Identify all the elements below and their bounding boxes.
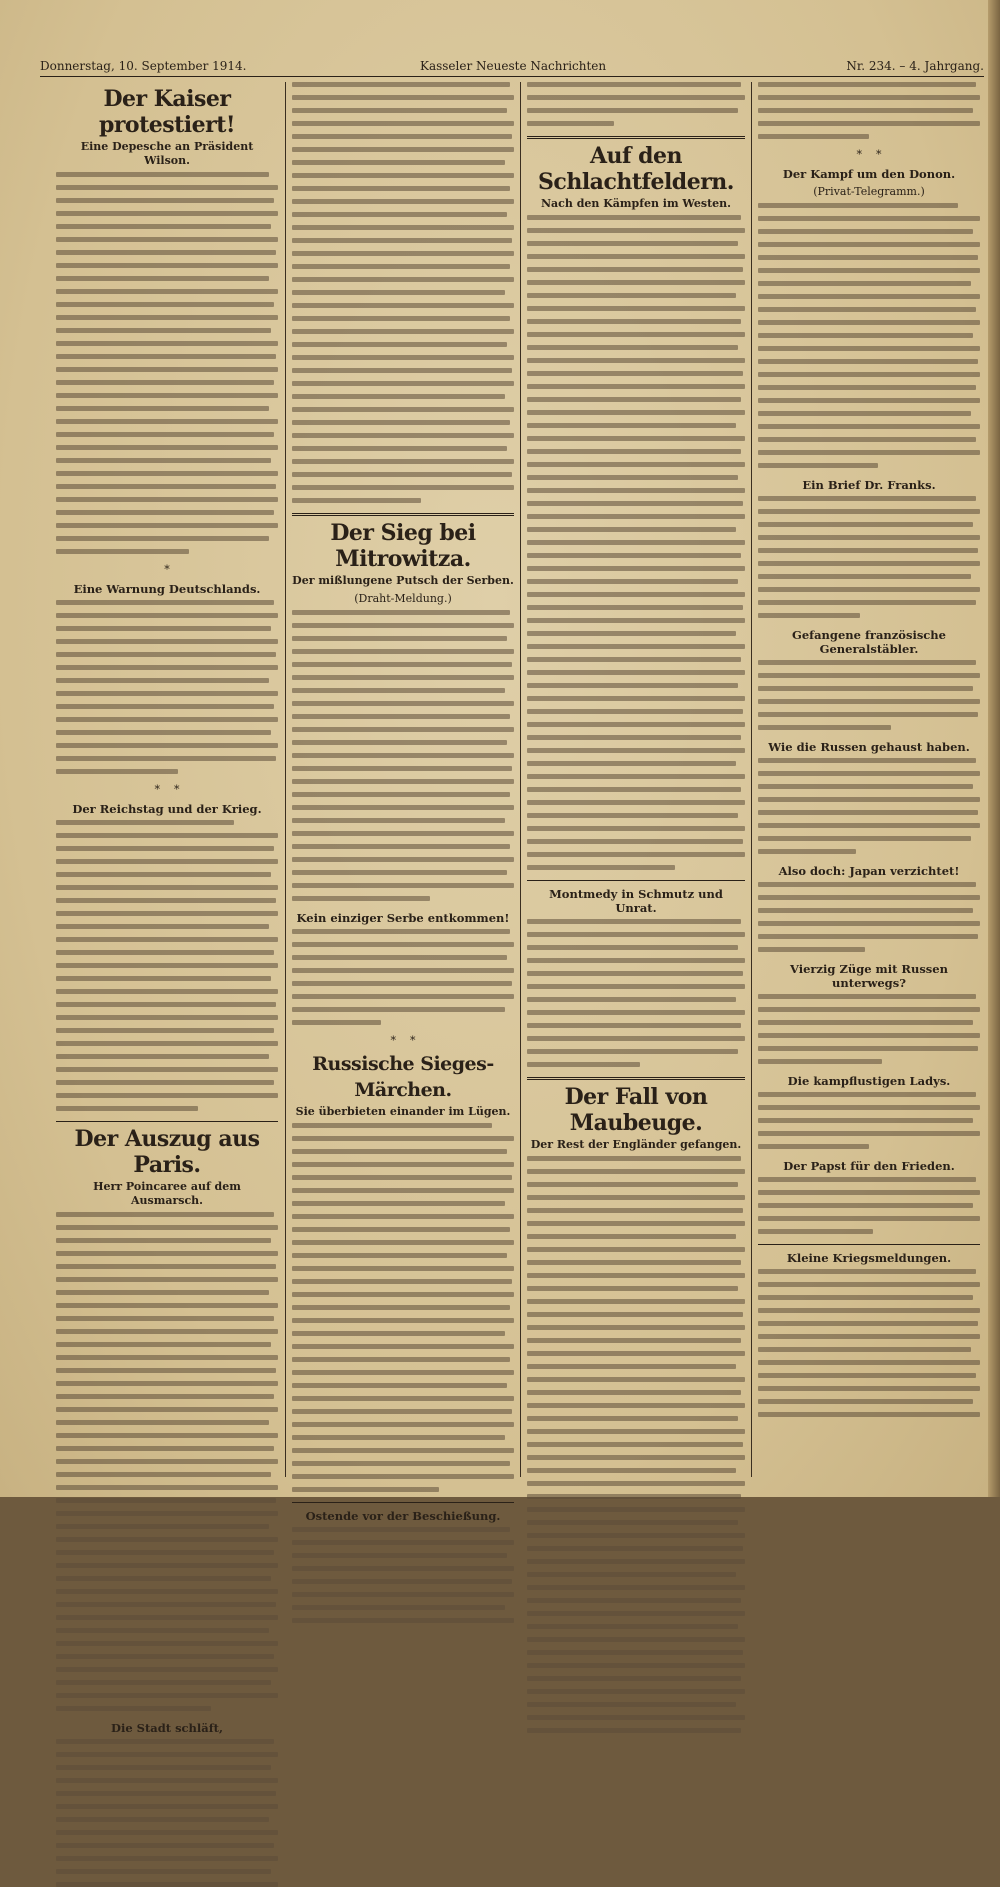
masthead-date: Donnerstag, 10. September 1914. [40, 59, 247, 73]
separator-rule [292, 1502, 514, 1503]
separator-rule [527, 880, 745, 881]
column-rule [285, 82, 286, 1477]
heading-ostende-beschiessung: Ostende vor der Beschießung. [305, 1509, 501, 1523]
heading-kein-serbe-entkommen: Kein einziger Serbe entkommen! [296, 911, 510, 925]
article-body [758, 660, 980, 730]
headline-auszug-paris: Der Auszug aus Paris. [74, 1126, 260, 1178]
article-body [527, 1156, 745, 1733]
meta-draht-meldung: (Draht-Meldung.) [354, 592, 452, 605]
subheadline-poincaree: Herr Poincaree auf dem Ausmarsch. [93, 1180, 241, 1207]
article-body [758, 1092, 980, 1149]
headline-fall-maubeuge: Der Fall von Maubeuge. [564, 1084, 708, 1136]
heading-papst-frieden: Der Papst für den Frieden. [783, 1159, 955, 1173]
separator-rule [56, 1121, 278, 1122]
headline-russische-siegesmaerchen: Russische Sieges-Märchen. [312, 1053, 494, 1101]
masthead-paper: Kasseler Neueste Nachrichten [420, 59, 607, 73]
heading-generalstaebler: Gefangene französische Generalstäbler. [792, 628, 946, 656]
article-body [758, 1177, 980, 1234]
article-body [56, 1739, 278, 1887]
heading-russen-gehaust: Wie die Russen gehaust haben. [768, 740, 970, 754]
heading-montmedy: Montmedy in Schmutz und Unrat. [549, 887, 723, 915]
article-body [758, 758, 980, 854]
headline-sieg-mitrowitza: Der Sieg bei Mitrowitza. [330, 520, 476, 572]
heading-kampf-donon: Der Kampf um den Donon. [782, 167, 956, 181]
article-body [292, 610, 514, 901]
separator-stars: * * [154, 783, 180, 796]
article-body [56, 820, 278, 1111]
separator-rule [758, 1244, 980, 1245]
article-body [758, 82, 980, 139]
heading-kampflustige-ladys: Die kampflustigen Ladys. [787, 1074, 951, 1088]
heading-brief-frank: Ein Brief Dr. Franks. [802, 478, 936, 492]
column-1 [56, 82, 278, 1735]
article-body [758, 1269, 980, 1417]
article-body [758, 496, 980, 618]
column-4 [758, 82, 980, 1477]
separator-stars: * * [856, 148, 882, 161]
separator-double-rule [527, 1077, 745, 1080]
article-body [758, 994, 980, 1064]
article-body [527, 919, 745, 1067]
article-body [56, 1212, 278, 1711]
column-2 [292, 82, 514, 1523]
page-edge [988, 0, 1000, 1497]
subheadline-kaempfe-westen: Nach den Kämpfen im Westen. [540, 197, 731, 210]
article-body [758, 882, 980, 952]
separator-double-rule [527, 136, 745, 139]
heading-vierzig-zuege: Vierzig Züge mit Russen unterwegs? [790, 962, 948, 990]
headline-schlachtfeldern: Auf den Schlachtfeldern. [538, 143, 734, 195]
meta-privat-telegramm: (Privat-Telegramm.) [813, 185, 925, 198]
masthead [40, 58, 984, 77]
heading-warnung-deutschlands: Eine Warnung Deutschlands. [73, 582, 261, 596]
separator-double-rule [292, 513, 514, 516]
subheadline-ueberbieten-luegen: Sie überbieten einander im Lügen. [295, 1105, 511, 1118]
article-body [292, 1123, 514, 1492]
article-body [292, 1527, 514, 1623]
article-body [758, 203, 980, 468]
column-3 [527, 82, 745, 1477]
article-body [56, 172, 278, 554]
subheadline-putsch-serben: Der mißlungene Putsch der Serben. [292, 574, 514, 587]
article-body [527, 82, 745, 126]
heading-stadt-schlaeft: Die Stadt schläft, [110, 1721, 223, 1735]
heading-kleine-kriegsmeldungen: Kleine Kriegsmeldungen. [786, 1251, 952, 1265]
headline-kaiser-protestiert: Der Kaiser protestiert! [98, 86, 236, 138]
article-body [56, 600, 278, 774]
separator-stars: * [164, 563, 170, 576]
heading-japan-verzichtet: Also doch: Japan verzichtet! [778, 864, 960, 878]
subheadline-depesche-wilson: Eine Depesche an Präsident Wilson. [80, 140, 254, 167]
heading-reichstag-krieg: Der Reichstag und der Krieg. [72, 802, 262, 816]
subheadline-rest-englaender: Der Rest der Engländer gefangen. [530, 1138, 742, 1151]
article-body [292, 82, 514, 503]
column-rule [751, 82, 752, 1477]
separator-stars: * * [390, 1034, 416, 1047]
column-rule [520, 82, 521, 1477]
masthead-issue: Nr. 234. – 4. Jahrgang. [846, 59, 984, 73]
article-body [527, 215, 745, 870]
article-body [292, 929, 514, 1025]
